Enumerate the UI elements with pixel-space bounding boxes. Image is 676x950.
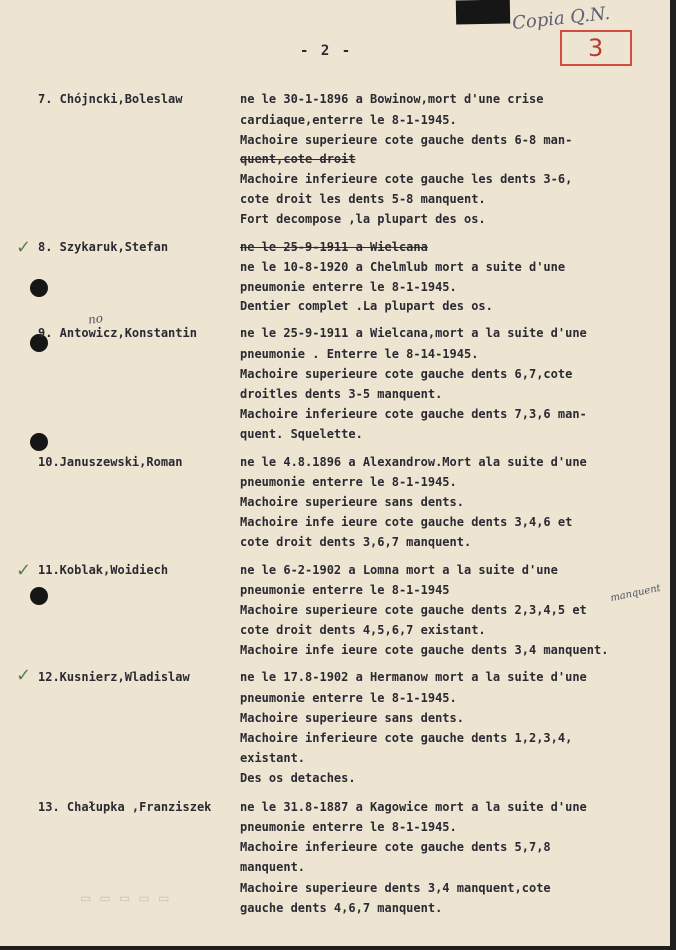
- entry-line: ne le 30-1-1896 a Bowinow,mort d'une crise: [240, 92, 544, 106]
- entry-line: Machoire superieure cote gauche dents 6-8 man-: [240, 133, 573, 147]
- handwritten-note-manquent: manquent: [609, 582, 662, 605]
- entry-line: pneumonie enterre le 8-1-1945.: [240, 691, 457, 705]
- entry-line: cote droit les dents 5-8 manquent.: [240, 192, 486, 206]
- entry-line: manquent.: [240, 860, 306, 874]
- entry-line: ne le 17.8-1902 a Hermanow mort a la suite d'une: [240, 670, 587, 684]
- pencil-annotation: Copia Q.N.: [511, 2, 612, 35]
- entry-line: existant.: [240, 751, 306, 765]
- tape-strip: [456, 0, 510, 24]
- scan-edge-right: [670, 0, 676, 950]
- entry-line: pneumonie enterre le 8-1-1945.: [240, 475, 457, 489]
- entry-line: droitles dents 3-5 manquent.: [240, 387, 443, 401]
- scan-edge-bottom: [0, 946, 676, 950]
- entry-line: Fort decompose ,la plupart des os.: [240, 212, 486, 226]
- entry-line: Machoire superieure sans dents.: [240, 711, 464, 725]
- entry-line: cote droit dents 4,5,6,7 existant.: [240, 623, 486, 637]
- entry-line: Machoire infe ieure cote gauche dents 3,4,6 et: [240, 515, 573, 529]
- faint-archive-stamp: ▭ ▭ ▭ ▭ ▭: [80, 891, 172, 905]
- entry-name-12: 12.Kusnierz,Wladislaw: [38, 670, 190, 684]
- entry-name-13: 13. Chałupka ,Franziszek: [38, 800, 212, 814]
- entry-name-8: 8. Szykaruk,Stefan: [38, 240, 169, 254]
- entry-line: Machoire infe ieure cote gauche dents 3,4 manquent.: [240, 643, 609, 657]
- entry-line: Machoire inferieure cote gauche les dents 3-6,: [240, 172, 573, 186]
- entry-line: cote droit dents 3,6,7 manquent.: [240, 535, 472, 549]
- entry-name-7: 7. Chójncki,Boleslaw: [38, 92, 183, 106]
- entry-line: pneumonie . Enterre le 8-14-1945.: [240, 347, 479, 361]
- punch-hole: [30, 279, 48, 297]
- entry-line: Dentier complet .La plupart des os.: [240, 299, 493, 313]
- entry-name-10: 10.Januszewski,Roman: [38, 455, 183, 469]
- entry-line: pneumonie enterre le 8-1-1945: [240, 583, 450, 597]
- entry-line: Machoire superieure dents 3,4 manquent,cote: [240, 881, 551, 895]
- entry-line: ne le 6-2-1902 a Lomna mort a la suite d'une: [240, 563, 558, 577]
- entry-line: Machoire inferieure cote gauche dents 5,7,8: [240, 840, 551, 854]
- entry-line: Machoire inferieure cote gauche dents 1,2,3,4,: [240, 731, 573, 745]
- checkmark: ✓: [16, 237, 32, 258]
- entry-name-11: 11.Koblak,Woidiech: [38, 563, 169, 577]
- entry-line: pneumonie enterre le 8-1-1945.: [240, 820, 457, 834]
- entry-line: ne le 10-8-1920 a Chelmlub mort a suite d'une: [240, 260, 566, 274]
- entry-line: cardiaque,enterre le 8-1-1945.: [240, 113, 457, 127]
- entry-line: gauche dents 4,6,7 manquent.: [240, 901, 443, 915]
- entry-line: Des os detaches.: [240, 771, 356, 785]
- entry-line: ne le 31.8-1887 a Kagowice mort a la suite d'une: [240, 800, 587, 814]
- entry-line: Machoire inferieure cote gauche dents 7,3,6 man-: [240, 407, 587, 421]
- checkmark: ✓: [16, 665, 32, 686]
- entry-line: Machoire superieure cote gauche dents 6,7,cote: [240, 367, 573, 381]
- entry-line-struck: quent,cote droit: [240, 152, 356, 166]
- entry-name-9: 9. Antowicz,Konstantin: [38, 326, 197, 340]
- page-number: - 2 -: [300, 43, 353, 59]
- entry-line: ne le 25-9-1911 a Wielcana,mort a la suite d'une: [240, 326, 587, 340]
- entry-line-struck: ne le 25-9-1911 a Wielcana: [240, 240, 428, 254]
- entry-line: Machoire superieure sans dents.: [240, 495, 464, 509]
- entry-line: pneumonie enterre le 8-1-1945.: [240, 280, 457, 294]
- punch-hole: [30, 587, 48, 605]
- handwritten-note-no: no: [87, 311, 104, 327]
- punch-hole: [30, 433, 48, 451]
- red-stamp-number: 3: [588, 34, 604, 62]
- entry-line: quent. Squelette.: [240, 427, 363, 441]
- entry-line: ne le 4.8.1896 a Alexandrow.Mort ala suite d'une: [240, 455, 587, 469]
- entry-line: Machoire superieure cote gauche dents 2,3,4,5 et: [240, 603, 587, 617]
- checkmark: ✓: [16, 560, 32, 581]
